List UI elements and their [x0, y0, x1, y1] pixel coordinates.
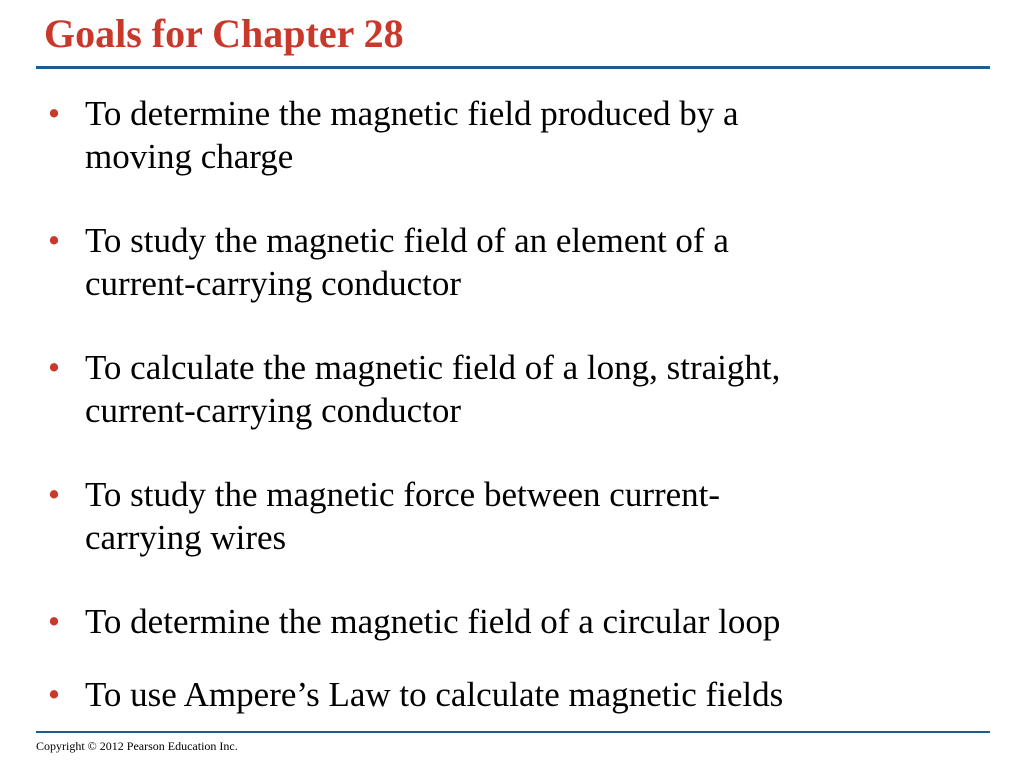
bullet-icon: •: [47, 221, 61, 260]
list-item: [44, 673, 984, 716]
list-item-text-line1: To determine the magnetic field produced by a: [85, 94, 739, 133]
list-item: [44, 600, 984, 643]
list-item-text-line1: To study the magnetic force between current-: [85, 475, 721, 514]
list-item: [44, 92, 984, 178]
list-item-text-line2: current-carrying conductor: [85, 391, 462, 430]
list-item-text-line2: carrying wires: [85, 518, 287, 557]
list-item-text-line2: moving charge: [85, 137, 294, 176]
bullet-icon: •: [47, 94, 61, 133]
list-item-text: To determine the magnetic field of a circular loop: [85, 602, 781, 641]
list-item-text-line1: To calculate the magnetic field of a long, straight,: [85, 348, 781, 387]
list-item-text-line1: To study the magnetic field of an element of a: [85, 221, 729, 260]
list-item: [44, 346, 984, 432]
list-item: [44, 219, 984, 305]
goals-list: [44, 92, 984, 746]
bullet-icon: •: [47, 475, 61, 514]
copyright-notice: Copyright © 2012 Pearson Education Inc.: [36, 739, 238, 753]
slide-title: Goals for Chapter 28: [44, 11, 404, 56]
footer-divider: [36, 731, 990, 733]
list-item: [44, 473, 984, 559]
title-divider: [36, 66, 990, 69]
list-item-text: To use Ampere’s Law to calculate magnetic fields: [85, 675, 784, 714]
bullet-icon: •: [47, 602, 61, 641]
list-item-text-line2: current-carrying conductor: [85, 264, 462, 303]
bullet-icon: •: [47, 348, 61, 387]
bullet-icon: •: [47, 675, 61, 714]
